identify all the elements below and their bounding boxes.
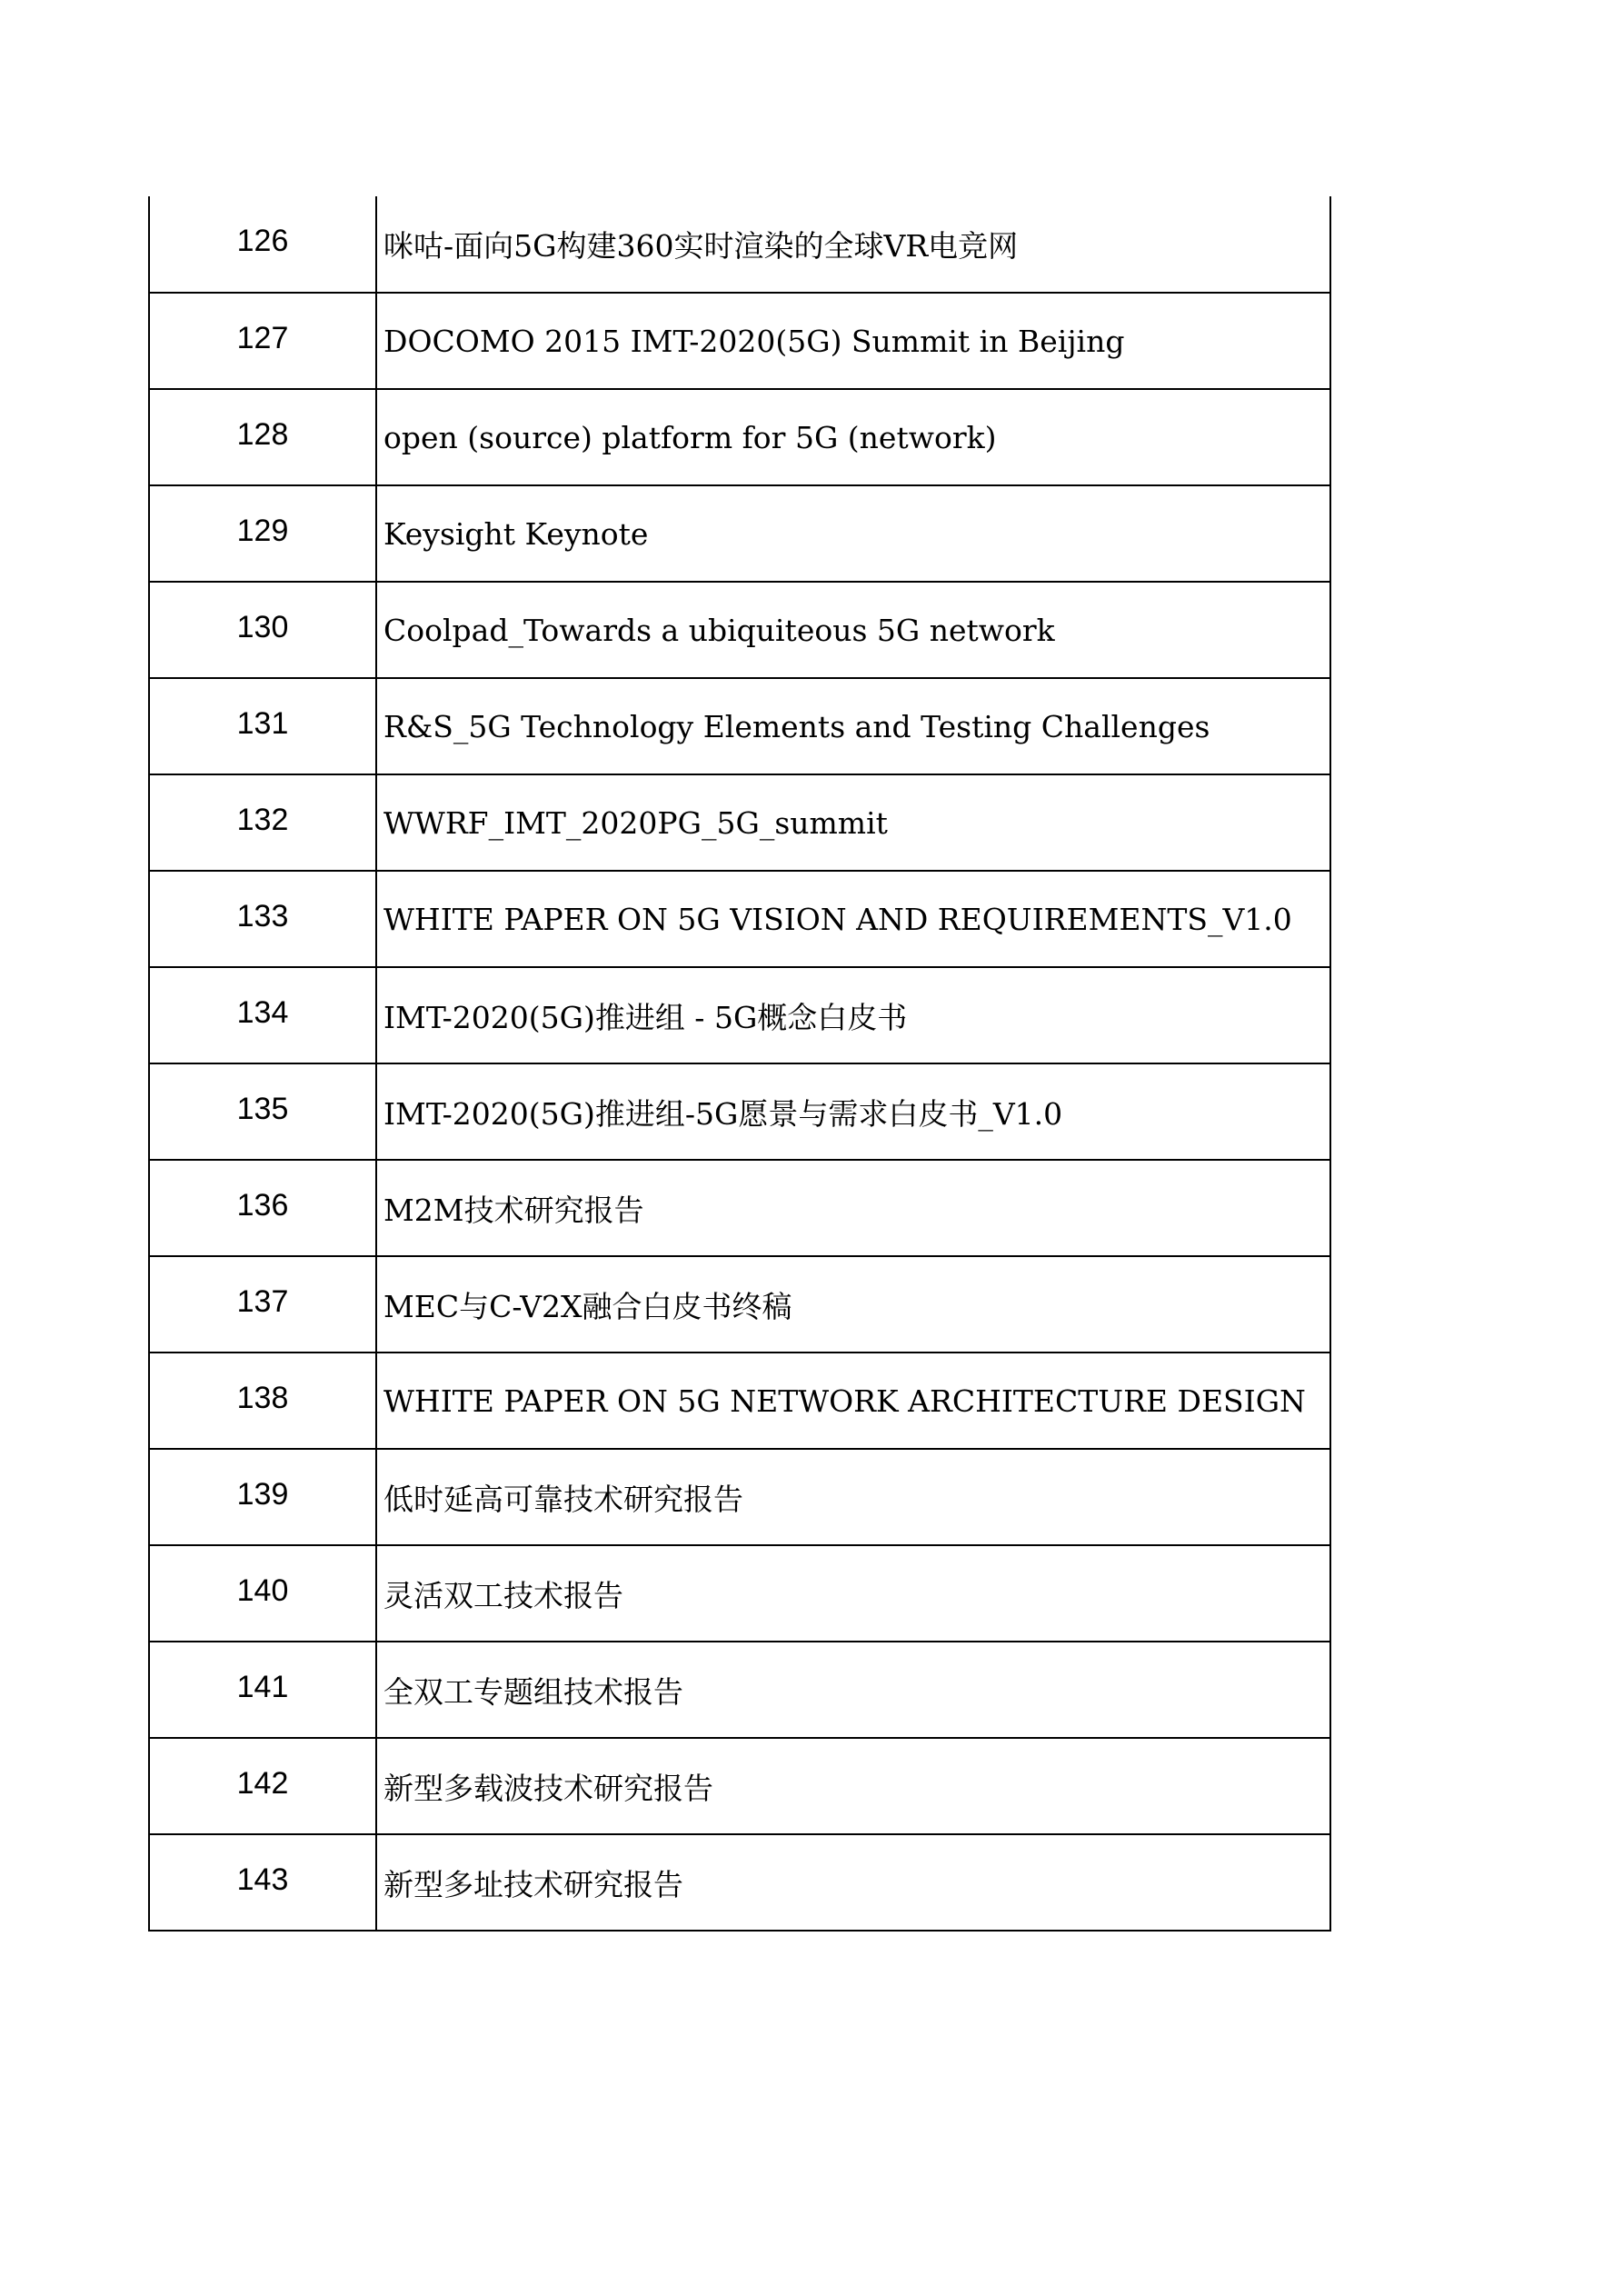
table-row — [149, 1738, 1330, 1834]
row-number: 137 — [149, 1256, 376, 1353]
document-title: DOCOMO 2015 IMT-2020(5G) Summit in Beijing — [376, 293, 1330, 389]
table-row — [149, 1545, 1330, 1642]
document-title: R&S_5G Technology Elements and Testing Challenges — [376, 678, 1330, 774]
row-number: 126 — [149, 196, 376, 293]
table-row — [149, 967, 1330, 1063]
table-row — [149, 1642, 1330, 1738]
table-row — [149, 678, 1330, 774]
table-row — [149, 1063, 1330, 1160]
document-title: WHITE PAPER ON 5G NETWORK ARCHITECTURE DESIGN — [376, 1353, 1330, 1449]
table-row — [149, 485, 1330, 582]
row-number: 138 — [149, 1353, 376, 1449]
document-title: M2M技术研究报告 — [376, 1160, 1330, 1256]
table-row — [149, 1353, 1330, 1449]
row-number: 128 — [149, 389, 376, 485]
table-row — [149, 389, 1330, 485]
document-title: 全双工专题组技术报告 — [376, 1642, 1330, 1738]
table-row — [149, 871, 1330, 967]
document-title: 新型多址技术研究报告 — [376, 1834, 1330, 1931]
document-title: 新型多载波技术研究报告 — [376, 1738, 1330, 1834]
table-row — [149, 293, 1330, 389]
document-title: IMT-2020(5G)推进组 - 5G概念白皮书 — [376, 967, 1330, 1063]
row-number: 135 — [149, 1063, 376, 1160]
row-number: 142 — [149, 1738, 376, 1834]
row-number: 139 — [149, 1449, 376, 1545]
table-row — [149, 1449, 1330, 1545]
row-number: 133 — [149, 871, 376, 967]
table-row — [149, 1160, 1330, 1256]
table-row — [149, 582, 1330, 678]
document-title: WWRF_IMT_2020PG_5G_summit — [376, 774, 1330, 871]
table-row — [149, 196, 1330, 293]
row-number: 141 — [149, 1642, 376, 1738]
row-number: 134 — [149, 967, 376, 1063]
document-title: Keysight Keynote — [376, 485, 1330, 582]
document-title: WHITE PAPER ON 5G VISION AND REQUIREMENTS_V1.0 — [376, 871, 1330, 967]
row-number: 127 — [149, 293, 376, 389]
document-title: 低时延高可靠技术研究报告 — [376, 1449, 1330, 1545]
document-title: MEC与C-V2X融合白皮书终稿 — [376, 1256, 1330, 1353]
row-number: 129 — [149, 485, 376, 582]
row-number: 140 — [149, 1545, 376, 1642]
row-number: 136 — [149, 1160, 376, 1256]
row-number: 130 — [149, 582, 376, 678]
table-body — [149, 196, 1330, 1931]
document-title: IMT-2020(5G)推进组-5G愿景与需求白皮书_V1.0 — [376, 1063, 1330, 1160]
table-row — [149, 774, 1330, 871]
document-title: open (source) platform for 5G (network) — [376, 389, 1330, 485]
document-title: 咪咕-面向5G构建360实时渲染的全球VR电竞网 — [376, 196, 1330, 293]
document-table — [148, 196, 1331, 1932]
table-row — [149, 1256, 1330, 1353]
document-title: Coolpad_Towards a ubiquiteous 5G network — [376, 582, 1330, 678]
table-row — [149, 1834, 1330, 1931]
row-number: 143 — [149, 1834, 376, 1931]
row-number: 131 — [149, 678, 376, 774]
row-number: 132 — [149, 774, 376, 871]
document-title: 灵活双工技术报告 — [376, 1545, 1330, 1642]
